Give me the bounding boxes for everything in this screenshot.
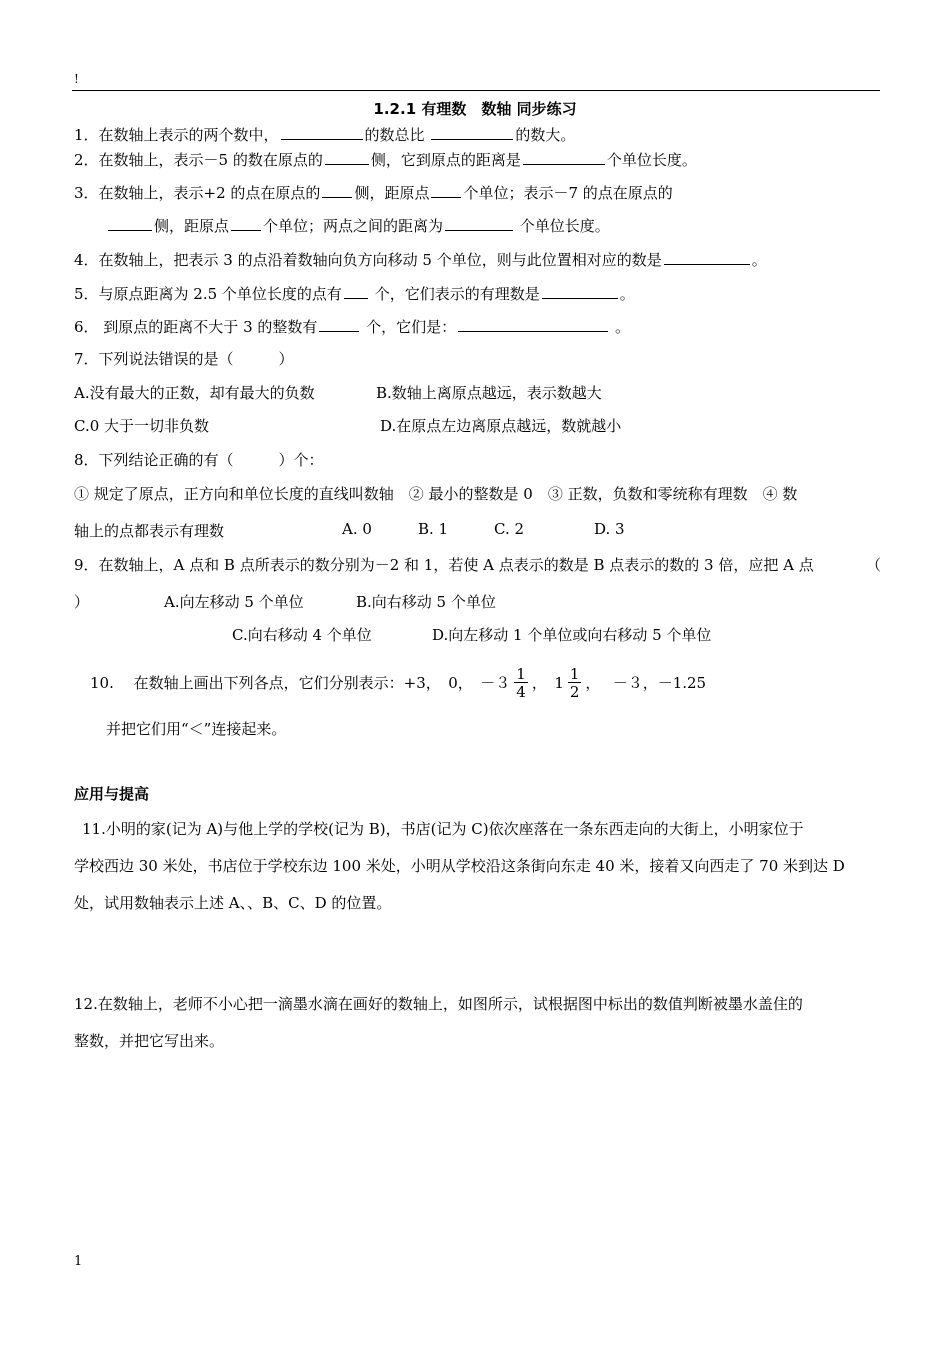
answer-blank[interactable]	[231, 214, 261, 231]
option-c[interactable]: C.向右移动 4 个单位	[232, 626, 372, 644]
question-12: 12.在数轴上，老师不小心把一滴墨水滴在画好的数轴上，如图所示，试根据图中标出的数值判断被墨水盖住的	[74, 995, 803, 1013]
answer-blank[interactable]	[431, 123, 513, 140]
fraction-one-quarter: $\frac{1}{4}$	[516, 664, 526, 701]
option-a[interactable]: A. 0	[342, 520, 372, 538]
page-number: 1	[74, 1254, 83, 1269]
page-title: 1.2.1 有理数 数轴 同步练习	[373, 100, 577, 118]
option-c[interactable]: C. 2	[494, 520, 525, 538]
answer-blank[interactable]	[281, 123, 363, 140]
option-d[interactable]: D. 3	[594, 520, 625, 538]
answer-blank[interactable]	[344, 282, 368, 299]
question-8: 8．下列结论正确的有（ ）个：	[74, 451, 324, 469]
question-3-cont: 侧，距原点 个单位；两点之间的距离为 个单位长度。	[106, 214, 610, 236]
option-b[interactable]: B.数轴上离原点越远，表示数越大	[376, 384, 602, 402]
question-10-cont: 并把它们用“＜”连接起来。	[106, 720, 287, 738]
question-2: 2．在数轴上，表示－5 的数在原点的 侧，它到原点的距离是 个单位长度。	[74, 148, 697, 170]
question-11-cont-1: 学校西边 30 米处，书店位于学校东边 100 米处，小明从学校沿这条街向东走 40 米，接着又向西走了 70 米到达 D	[74, 857, 845, 875]
answer-paren-open: （	[866, 556, 882, 574]
question-9: 9．在数轴上，A 点和 B 点所表示的数分别为－2 和 1，若使 A 点表示的数是 B 点表示的数的 3 倍，应把 A 点	[74, 556, 814, 574]
option-d[interactable]: D.在原点左边离原点越远，数就越小	[380, 417, 622, 435]
option-b[interactable]: B. 1	[418, 520, 449, 538]
answer-blank[interactable]	[431, 181, 461, 198]
option-c[interactable]: C.0 大于一切非负数	[74, 417, 210, 435]
answer-blank[interactable]	[325, 148, 369, 165]
answer-blank[interactable]	[542, 282, 618, 299]
answer-blank[interactable]	[664, 248, 750, 265]
option-d[interactable]: D.向左移动 1 个单位或向右移动 5 个单位	[432, 626, 712, 644]
question-11-cont-2: 处，试用数轴表示上述 A、、B、C、D 的位置。	[74, 894, 392, 912]
answer-blank[interactable]	[322, 181, 352, 198]
question-12-cont: 整数，并把它写出来。	[74, 1032, 225, 1050]
section-heading: 应用与提高	[74, 785, 150, 803]
option-a[interactable]: A.向左移动 5 个单位	[164, 593, 304, 611]
answer-blank[interactable]	[523, 148, 605, 165]
question-1: 1．在数轴上表示的两个数中， 的数总比 的数大。	[74, 123, 575, 145]
fraction-one-half: $\frac{1}{2}$	[569, 664, 580, 701]
question-8-statements-cont: 轴上的点都表示有理数	[74, 522, 225, 540]
answer-blank[interactable]	[319, 315, 359, 332]
question-3: 3．在数轴上，表示+2 的点在原点的 侧，距原点 个单位；表示－7 的点在原点的	[74, 181, 673, 203]
option-b[interactable]: B.向右移动 5 个单位	[356, 593, 496, 611]
answer-blank[interactable]	[445, 214, 513, 231]
header-mark: !	[74, 72, 79, 86]
answer-blank[interactable]	[108, 214, 152, 231]
answer-paren-close: ）	[74, 593, 90, 611]
question-10: 10. 在数轴上画出下列各点，它们分别表示：+3， 0， －３ $\frac{1}{4}$ ， 1 $\frac{1}{2}$ ， －３，－1.25	[90, 664, 707, 701]
answer-blank[interactable]	[458, 315, 608, 332]
option-a[interactable]: A.没有最大的正数，却有最大的负数	[74, 384, 315, 402]
question-5: 5．与原点距离为 2.5 个单位长度的点有 个，它们表示的有理数是 。	[74, 282, 635, 304]
question-11: 11.小明的家(记为 A)与他上学的学校(记为 B)，书店(记为 C)依次座落在一条东西走向的大街上，小明家位于	[82, 820, 804, 838]
question-4: 4．在数轴上，把表示 3 的点沿着数轴向负方向移动 5 个单位，则与此位置相对应的数是 。	[74, 248, 767, 270]
question-8-statements: ① 规定了原点，正方向和单位长度的直线叫数轴 ② 最小的整数是 0 ③ 正数，负数和零统称有理数 ④ 数	[74, 485, 798, 503]
question-7: 7．下列说法错误的是（ ）	[74, 350, 294, 368]
header-rule	[72, 90, 880, 91]
question-6: 6． 到原点的距离不大于 3 的整数有 个，它们是： 。	[74, 315, 630, 337]
